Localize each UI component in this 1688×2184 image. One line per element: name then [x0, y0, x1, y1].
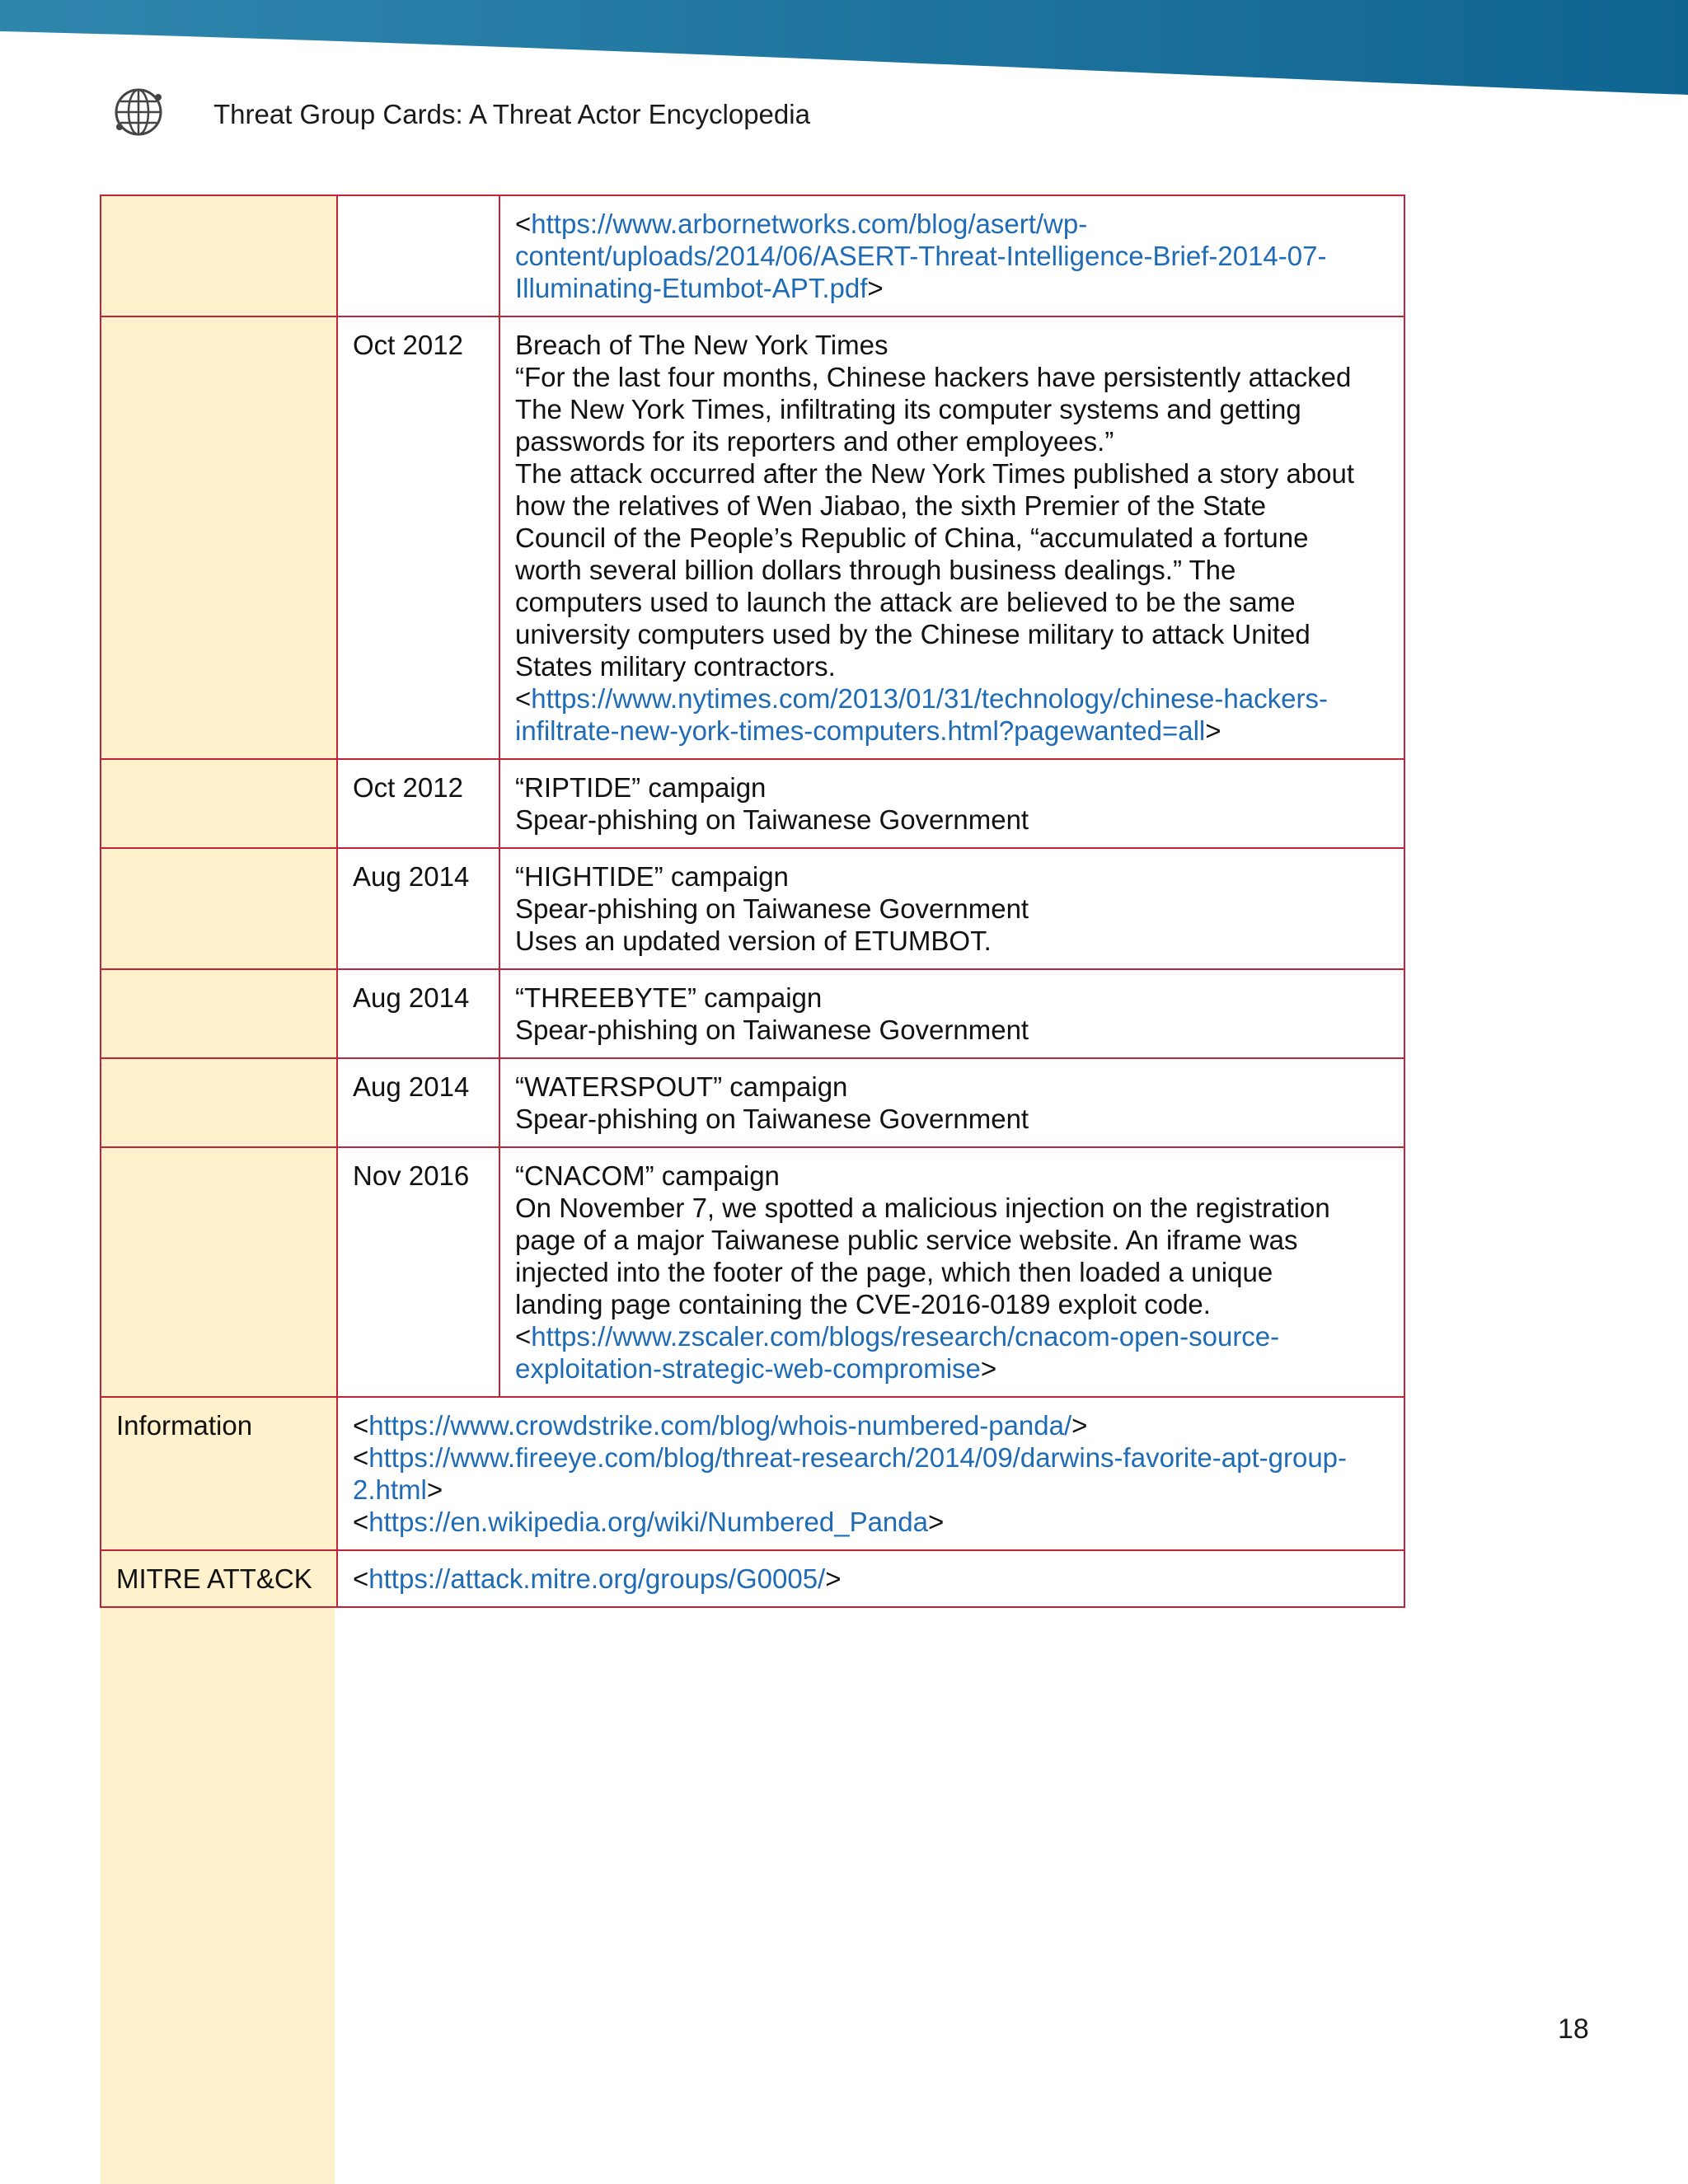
table-row [101, 848, 1404, 969]
link-list [353, 1563, 1389, 1595]
information-label: Information [101, 1397, 337, 1550]
detail-cell [499, 195, 1404, 316]
url-link[interactable]: https://attack.mitre.org/groups/G0005/ [368, 1563, 826, 1594]
text-line: Spear-phishing on Taiwanese Government [515, 804, 1029, 835]
link-line [353, 1409, 1389, 1441]
url-link[interactable]: https://www.arbornetworks.com/blog/asert/wp- [531, 209, 1088, 239]
globe-icon [112, 86, 165, 138]
link-line [353, 1506, 1389, 1538]
text-line: page of a major Taiwanese public service website. An iframe was [515, 1225, 1298, 1255]
text-line: Spear-phishing on Taiwanese Government [515, 1104, 1029, 1134]
link-line [353, 1474, 1389, 1506]
information-links-cell [337, 1397, 1404, 1550]
table-row [101, 316, 1404, 759]
detail-text [515, 329, 1389, 682]
page-number: 18 [1558, 2013, 1589, 2045]
url-link[interactable]: https://www.nytimes.com/2013/01/31/technology/chinese-hackers- [531, 683, 1328, 714]
label-cell [101, 848, 337, 969]
label-cell [101, 316, 337, 759]
detail-text [515, 982, 1389, 1046]
text-line: “CNACOM” campaign [515, 1160, 780, 1191]
label-cell [101, 195, 337, 316]
url-link[interactable]: content/uploads/2014/06/ASERT-Threat-Intelligence-Brief-2014-07- [515, 241, 1327, 271]
link-line [515, 715, 1389, 747]
text-line: landing page containing the CVE-2016-0189 exploit code. [515, 1289, 1211, 1319]
text-line: Council of the People’s Republic of China, “accumulated a fortune [515, 523, 1309, 553]
text-line: university computers used by the Chinese military to attack United [515, 619, 1311, 649]
text-line: On November 7, we spotted a malicious injection on the registration [515, 1193, 1330, 1223]
table-row [101, 1397, 1404, 1550]
date-cell [337, 195, 499, 316]
link-list [515, 1320, 1389, 1385]
detail-text [515, 860, 1389, 957]
link-line [353, 1441, 1389, 1474]
url-link[interactable]: exploitation-strategic-web-compromise [515, 1353, 981, 1384]
table-row [101, 1058, 1404, 1147]
date-cell: Oct 2012 [337, 759, 499, 848]
date-cell: Aug 2014 [337, 848, 499, 969]
link-list [353, 1409, 1389, 1538]
url-link[interactable]: https://en.wikipedia.org/wiki/Numbered_Panda [368, 1507, 928, 1537]
table-row [101, 969, 1404, 1058]
text-line: Uses an updated version of ETUMBOT. [515, 926, 992, 956]
url-link[interactable]: https://www.fireeye.com/blog/threat-research/2014/09/darwins-favorite-apt-group- [368, 1442, 1348, 1473]
detail-text [515, 1160, 1389, 1320]
label-cell [101, 1147, 337, 1397]
link-list [515, 208, 1389, 304]
bracket-open: < [353, 1507, 369, 1537]
bracket-open: < [353, 1563, 369, 1594]
detail-text [515, 1071, 1389, 1135]
mitre-label: MITRE ATT&CK [101, 1550, 337, 1607]
url-link[interactable]: https://www.zscaler.com/blogs/research/cnacom-open-source- [531, 1321, 1280, 1352]
text-line: computers used to launch the attack are believed to be the same [515, 587, 1296, 617]
threat-group-card-table [100, 194, 1405, 1608]
bracket-close: > [928, 1507, 945, 1537]
text-line: injected into the footer of the page, which then loaded a unique [515, 1257, 1273, 1287]
date-cell: Aug 2014 [337, 1058, 499, 1147]
text-line: Spear-phishing on Taiwanese Government [515, 893, 1029, 924]
text-line: “RIPTIDE” campaign [515, 772, 767, 803]
link-line [515, 240, 1389, 272]
label-cell [101, 759, 337, 848]
date-cell: Oct 2012 [337, 316, 499, 759]
text-line: “THREEBYTE” campaign [515, 982, 823, 1013]
link-list [515, 682, 1389, 747]
bracket-close: > [1071, 1410, 1088, 1441]
text-line: “HIGHTIDE” campaign [515, 861, 789, 892]
detail-cell [499, 316, 1404, 759]
detail-cell [499, 1058, 1404, 1147]
text-line: “For the last four months, Chinese hackers have persistently attacked [515, 362, 1352, 392]
link-line [515, 208, 1389, 240]
bracket-close: > [1205, 715, 1221, 746]
table-row [101, 1550, 1404, 1607]
bracket-close: > [867, 273, 884, 303]
url-link[interactable]: https://www.crowdstrike.com/blog/whois-numbered-panda/ [368, 1410, 1072, 1441]
link-line [515, 682, 1389, 715]
label-cell [101, 1058, 337, 1147]
label-cell [101, 969, 337, 1058]
bracket-close: > [825, 1563, 842, 1594]
text-line: Breach of The New York Times [515, 330, 889, 360]
detail-cell [499, 1147, 1404, 1397]
bracket-open: < [353, 1442, 369, 1473]
bracket-close: > [426, 1474, 443, 1505]
table-row [101, 1147, 1404, 1397]
link-line [515, 1320, 1389, 1352]
header-banner [0, 0, 1688, 95]
text-line: “WATERSPOUT” campaign [515, 1071, 848, 1102]
mitre-links-cell [337, 1550, 1404, 1607]
bracket-open: < [515, 683, 532, 714]
table-row [101, 759, 1404, 848]
link-line [515, 1352, 1389, 1385]
bracket-open: < [353, 1410, 369, 1441]
bracket-open: < [515, 209, 532, 239]
detail-cell [499, 969, 1404, 1058]
detail-text [515, 771, 1389, 836]
text-line: States military contractors. [515, 651, 836, 682]
text-line: passwords for its reporters and other employees.” [515, 426, 1114, 457]
table-row [101, 195, 1404, 316]
text-line: The attack occurred after the New York Times published a story about [515, 458, 1355, 489]
detail-cell [499, 848, 1404, 969]
link-line [515, 272, 1389, 304]
date-cell: Aug 2014 [337, 969, 499, 1058]
document-title: Threat Group Cards: A Threat Actor Encyclopedia [213, 99, 810, 129]
text-line: worth several billion dollars through business dealings.” The [515, 555, 1236, 585]
bracket-close: > [980, 1353, 997, 1384]
url-link[interactable]: Illuminating-Etumbot-APT.pdf [515, 273, 868, 303]
detail-cell [499, 759, 1404, 848]
text-line: Spear-phishing on Taiwanese Government [515, 1015, 1029, 1045]
url-link[interactable]: 2.html [353, 1474, 427, 1505]
url-link[interactable]: infiltrate-new-york-times-computers.html?pagewanted=all [515, 715, 1206, 746]
text-line: The New York Times, infiltrating its computer systems and getting [515, 394, 1301, 424]
text-line: how the relatives of Wen Jiabao, the sixth Premier of the State [515, 490, 1267, 521]
bracket-open: < [515, 1321, 532, 1352]
link-line [353, 1563, 1389, 1595]
date-cell: Nov 2016 [337, 1147, 499, 1397]
